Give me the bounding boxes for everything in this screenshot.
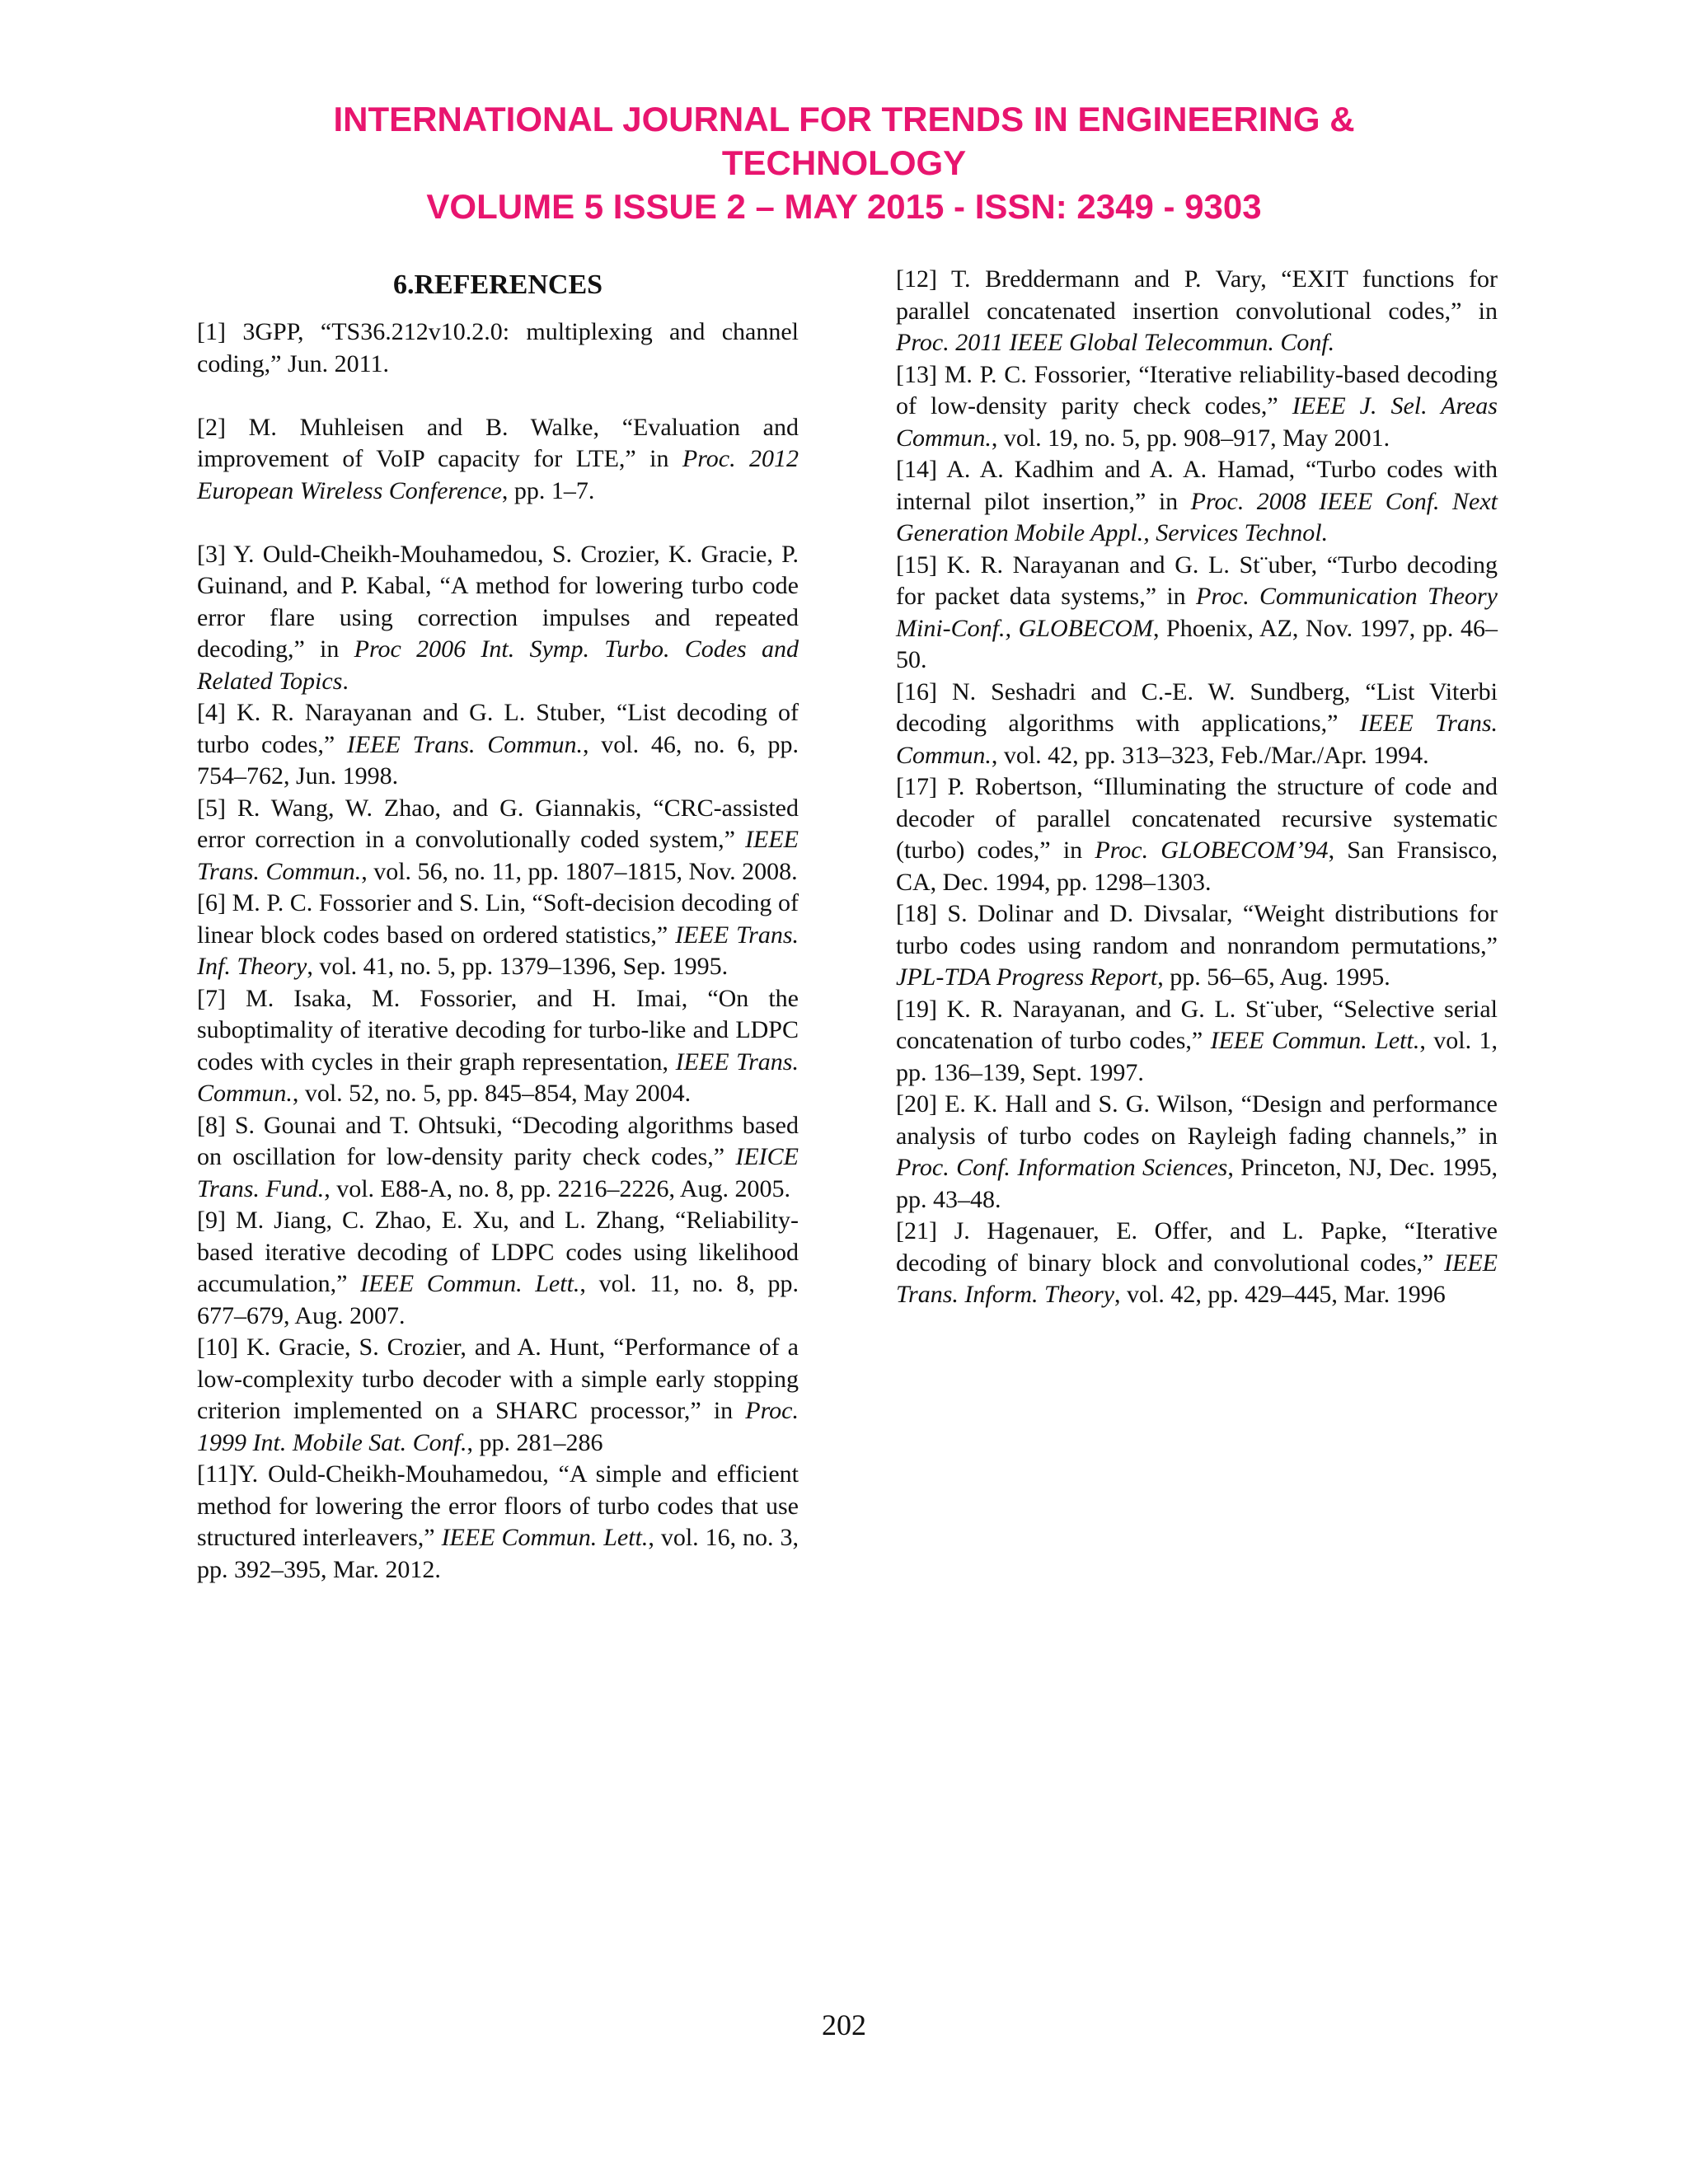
page-number: 202 xyxy=(822,2008,866,2041)
reference-7: [7] M. Isaka, M. Fossorier, and H. Imai, “On the suboptimality of iterative decoding for turbo-like and LDPC codes with cycles in their graph representation, IEEE Trans. Commun., vol. 52, no. 5, pp. 845–854, May 2004. xyxy=(197,984,799,1107)
reference-18: [18] S. Dolinar and D. Divsalar, “Weight distributions for turbo codes using random and nonrandom permutations,” JPL-TDA Progress Report, pp. 56–65, Aug. 1995. xyxy=(896,900,1498,991)
references-column-left xyxy=(197,264,799,1586)
reference-3: [3] Y. Ould-Cheikh-Mouhamedou, S. Crozier, K. Gracie, P. Guinand, and P. Kabal, “A method for lowering turbo code error flare using correction impulses and repeated decoding,” in Proc 2006 Int. Symp. Turbo. Codes and Related Topics. xyxy=(197,540,799,695)
journal-title-line1: INTERNATIONAL JOURNAL FOR TRENDS IN ENGINEERING & xyxy=(333,100,1355,138)
reference-16: [16] N. Seshadri and C.-E. W. Sundberg, “List Viterbi decoding algorithms with applications,” IEEE Trans. Commun., vol. 42, pp. 313–323, Feb./Mar./Apr. 1994. xyxy=(896,677,1498,769)
reference-15: [15] K. R. Narayanan and G. L. St¨uber, “Turbo decoding for packet data systems,” in Proc. Communication Theory Mini-Conf., GLOBECOM, Phoenix, AZ, Nov. 1997, pp. 46–50. xyxy=(896,551,1498,673)
reference-14: [14] A. A. Kadhim and A. A. Hamad, “Turbo codes with internal pilot insertion,” in Proc. 2008 IEEE Conf. Next Generation Mobile Appl., Services Technol. xyxy=(896,456,1498,546)
reference-19: [19] K. R. Narayanan, and G. L. St¨uber, “Selective serial concatenation of turbo codes,” IEEE Commun. Lett., vol. 1, pp. 136–139, Sept. 1997. xyxy=(896,995,1498,1086)
reference-8: [8] S. Gounai and T. Ohtsuki, “Decoding algorithms based on oscillation for low-density parity check codes,” IEICE Trans. Fund., vol. E88-A, no. 8, pp. 2216–2226, Aug. 2005. xyxy=(197,1111,799,1202)
reference-21: [21] J. Hagenauer, E. Offer, and L. Papke, “Iterative decoding of binary block and convolutional codes,” IEEE Trans. Inform. Theory, vol. 42, pp. 429–445, Mar. 1996 xyxy=(896,1217,1498,1308)
journal-header xyxy=(0,97,1688,228)
reference-2: [2] M. Muhleisen and B. Walke, “Evaluation and improvement of VoIP capacity for LTE,” in Proc. 2012 European Wireless Conference, pp. 1–7. xyxy=(197,413,799,504)
journal-issue-line: VOLUME 5 ISSUE 2 – MAY 2015 - ISSN: 2349 - 9303 xyxy=(426,187,1262,226)
reference-1: [1] 3GPP, “TS36.212v10.2.0: multiplexing and channel coding,” Jun. 2011. xyxy=(197,318,799,377)
reference-13: [13] M. P. C. Fossorier, “Iterative reliability-based decoding of low-density parity check codes,” IEEE J. Sel. Areas Commun., vol. 19, no. 5, pp. 908–917, May 2001. xyxy=(896,360,1498,452)
reference-9: [9] M. Jiang, C. Zhao, E. Xu, and L. Zhang, “Reliability-based iterative decoding of LDPC codes using likelihood accumulation,” IEEE Commun. Lett., vol. 11, no. 8, pp. 677–679, Aug. 2007. xyxy=(197,1207,799,1329)
reference-12: [12] T. Breddermann and P. Vary, “EXIT functions for parallel concatenated insertion convolutional codes,” in Proc. 2011 IEEE Global Telecommun. Conf. xyxy=(896,265,1498,356)
reference-4: [4] K. R. Narayanan and G. L. Stuber, “List decoding of turbo codes,” IEEE Trans. Commun., vol. 46, no. 6, pp. 754–762, Jun. 1998. xyxy=(197,699,799,790)
references-column-right xyxy=(896,264,1498,1311)
reference-20: [20] E. K. Hall and S. G. Wilson, “Design and performance analysis of turbo codes on Rayleigh fading channels,” in Proc. Conf. Information Sciences, Princeton, NJ, Dec. 1995, pp. 43–48. xyxy=(896,1090,1498,1213)
reference-6: [6] M. P. C. Fossorier and S. Lin, “Soft-decision decoding of linear block codes based on ordered statistics,” IEEE Trans. Inf. Theory, vol. 41, no. 5, pp. 1379–1396, Sep. 1995. xyxy=(197,889,799,980)
journal-title-line2: TECHNOLOGY xyxy=(721,143,967,182)
reference-11: [11]Y. Ould-Cheikh-Mouhamedou, “A simple and efficient method for lowering the error floors of turbo codes that use structured interleavers,” IEEE Commun. Lett., vol. 16, no. 3, pp. 392–395, Mar. 2012. xyxy=(197,1460,799,1583)
reference-5: [5] R. Wang, W. Zhao, and G. Giannakis, “CRC-assisted error correction in a convolutionally coded system,” IEEE Trans. Commun., vol. 56, no. 11, pp. 1807–1815, Nov. 2008. xyxy=(197,794,799,885)
reference-10: [10] K. Gracie, S. Crozier, and A. Hunt, “Performance of a low-complexity turbo decoder with a simple early stopping criterion implemented on a SHARC processor,” in Proc. 1999 Int. Mobile Sat. Conf., pp. 281–286 xyxy=(197,1333,799,1456)
section-title: 6.REFERENCES xyxy=(392,269,603,300)
reference-17: [17] P. Robertson, “Illuminating the structure of code and decoder of parallel concatenated recursive systematic (turbo) codes,” in Proc. GLOBECOM’94, San Fransisco, CA, Dec. 1994, pp. 1298–1303. xyxy=(896,773,1498,896)
